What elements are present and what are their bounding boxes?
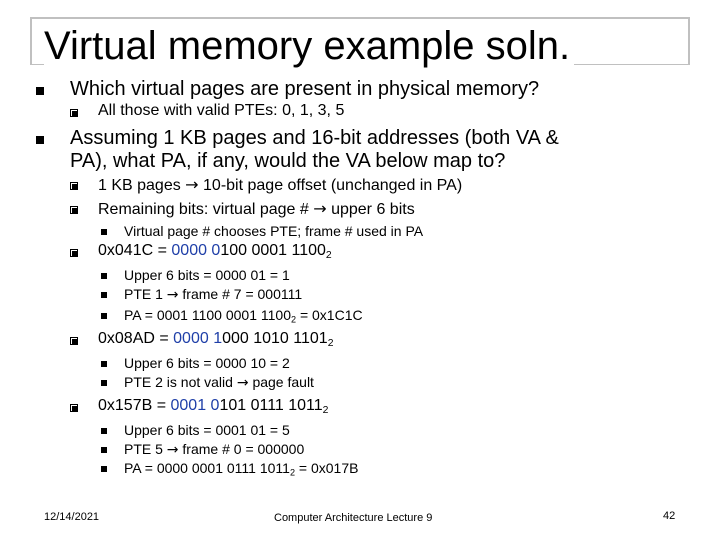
va-3: 0x157B = 0001 0101 0111 $1011_2$ — [98, 397, 329, 417]
va-2: 0x08AD = 0000 1000 1010 $1101_2$ — [98, 330, 334, 350]
question-1: Which virtual pages are present in physical memory? — [70, 78, 540, 100]
hollow-bullet-icon — [70, 404, 78, 412]
hollow-bullet-icon — [70, 206, 78, 214]
arrow-icon: → — [236, 375, 249, 391]
hollow-bullet-icon — [70, 109, 78, 117]
bullet-icon — [101, 361, 107, 367]
page-offset-note: 1 KB pages → 10-bit page offset (unchanged in PA) — [98, 175, 463, 194]
va-1-pa: PA = 0001 1100 0001 $1100_2 = 0x1C1C$ — [124, 307, 363, 325]
question-2-line2: PA), what PA, if any, would the VA below map to? — [70, 150, 506, 172]
title-frame-right — [688, 17, 690, 65]
va-3-pa: PA = 0000 0001 0111 $1011_2 = 0x017B$ — [124, 460, 359, 478]
arrow-icon: → — [185, 175, 199, 194]
bullet-icon — [36, 87, 44, 95]
remaining-bits-note: Remaining bits: virtual page # → upper 6 bits — [98, 199, 415, 218]
va-3-upper-bits: Upper 6 bits = 0001 01 = 5 — [124, 422, 290, 438]
question-2-line1: Assuming 1 KB pages and 16-bit addresses (both VA & — [70, 127, 559, 149]
va-1-upper-bits: Upper 6 bits = 0000 01 = 1 — [124, 267, 290, 283]
bullet-icon — [101, 380, 107, 386]
bullet-icon — [36, 136, 44, 144]
footer-date: 12/14/2021 — [44, 511, 100, 523]
arrow-icon: → — [166, 287, 179, 303]
title-frame-left — [30, 17, 32, 65]
arrow-icon: → — [166, 442, 179, 458]
va-2-pte: PTE 2 is not valid → page fault — [124, 374, 314, 391]
hollow-bullet-icon — [70, 249, 78, 257]
page-number: 42 — [663, 510, 676, 522]
title-frame-top — [30, 17, 690, 19]
va-1: 0x041C = 0000 0100 0001 $1100_2$ — [98, 242, 332, 262]
bullet-icon — [101, 313, 107, 319]
footer-course: Computer Architecture Lecture 9 — [274, 512, 433, 524]
bullet-icon — [101, 447, 107, 453]
bullet-icon — [101, 273, 107, 279]
hollow-bullet-icon — [70, 182, 78, 190]
va-2-upper-bits: Upper 6 bits = 0000 10 = 2 — [124, 355, 290, 371]
va-1-pte: PTE 1 → frame # 7 = 000111 — [124, 286, 303, 303]
bullet-icon — [101, 229, 107, 235]
bullet-icon — [101, 292, 107, 298]
answer-1: All those with valid PTEs: 0, 1, 3, 5 — [98, 102, 345, 119]
bullet-icon — [101, 428, 107, 434]
slide-title: Virtual memory example soln. — [44, 24, 574, 68]
va-3-pte: PTE 5 → frame # 0 = 000000 — [124, 441, 305, 458]
bullet-icon — [101, 466, 107, 472]
arrow-icon: → — [313, 199, 327, 218]
pte-choice-note: Virtual page # chooses PTE; frame # used in PA — [124, 223, 424, 239]
hollow-bullet-icon — [70, 337, 78, 345]
